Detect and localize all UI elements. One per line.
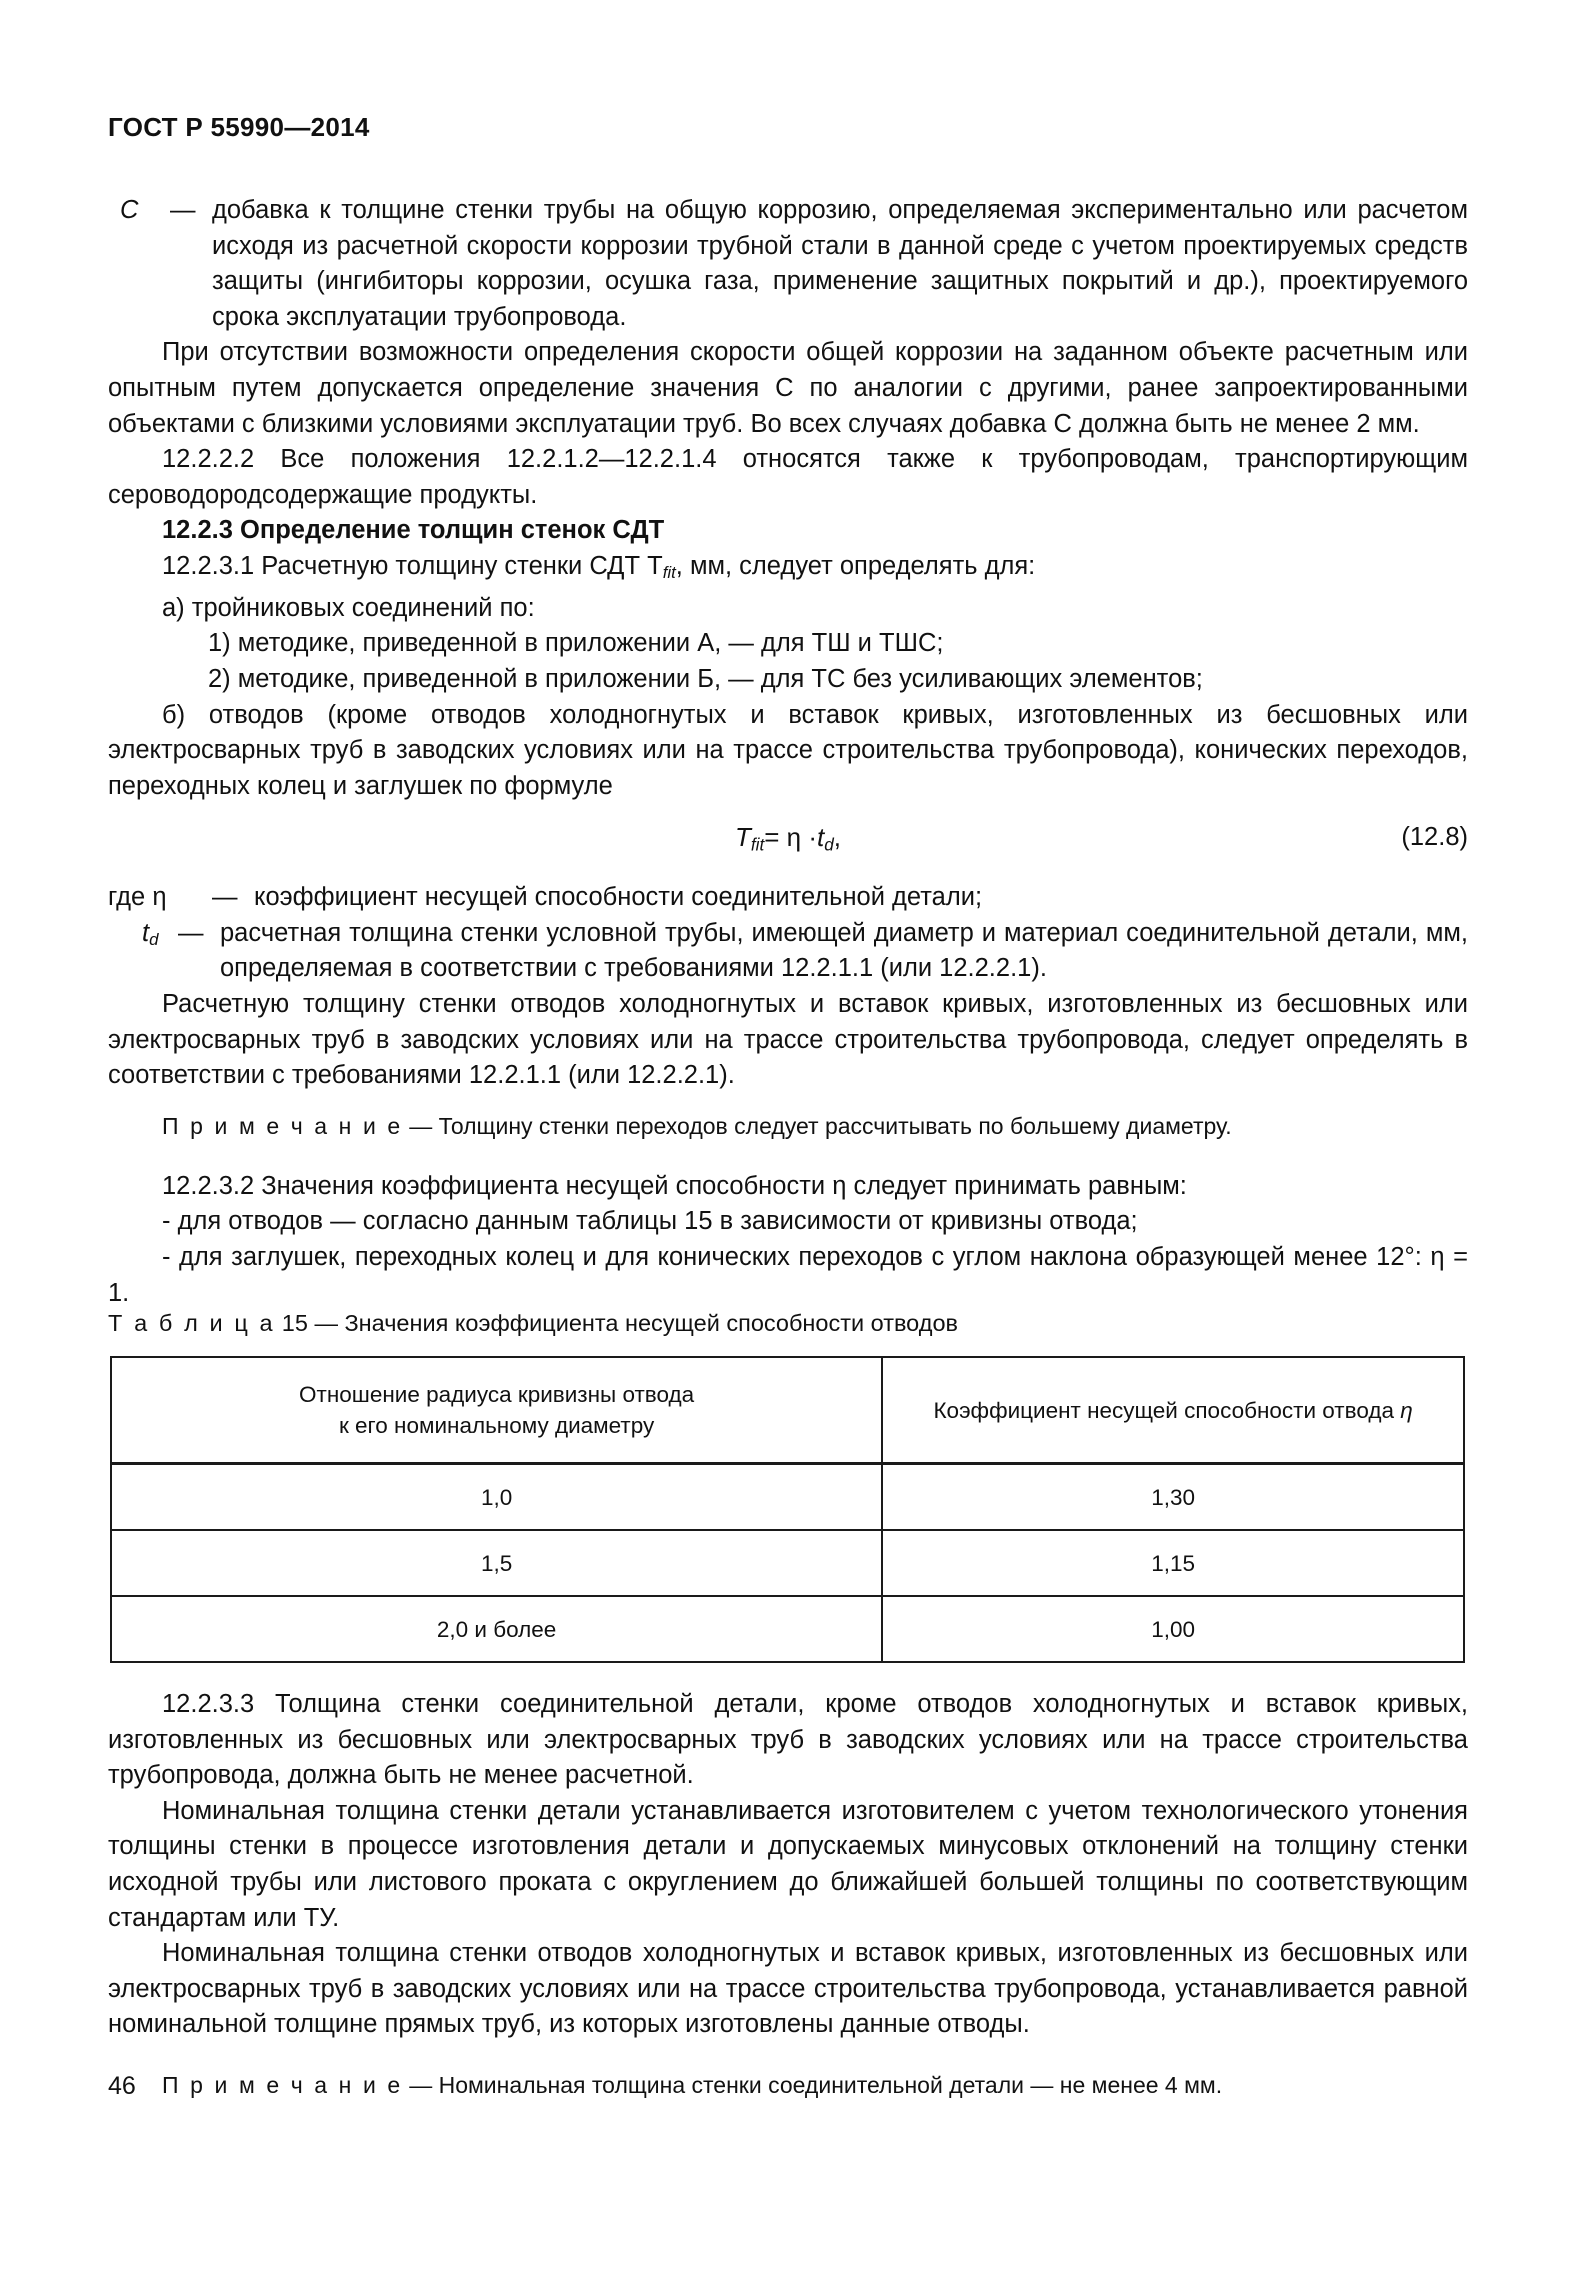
note-1-dash: — [409,1112,433,1139]
where-label-and-eta [108,880,212,916]
formula-equals: = [764,822,780,853]
where-word: где [108,883,153,912]
table-15-cell-eta: 1,00 [882,1596,1464,1662]
bullet-caps-eta: η [1430,1243,1445,1272]
note-2-text: Номинальная толщина стенки соединительной детали — не менее 4 мм. [438,2071,1223,2098]
table-15-header-ratio [111,1357,882,1464]
table-15-cell-ratio: 1,5 [111,1530,882,1596]
table-15-cell-ratio: 2,0 и более [111,1596,882,1662]
paragraph-12-2-3-3: 12.2.3.3 Толщина стенки соединительной детали, кроме отводов холодногнутых и вставок кривых, изготовленных из бесшовных или электросварных труб в заводских условиях или на трассе строительства трубопровода, должна быть не менее расчетной. [108,1690,1468,1790]
table-15-caption-label: Т а б л и ц а [108,1310,276,1336]
heading-12-2-3 [108,513,1468,549]
formula-eta: η [786,822,802,853]
formula-lhs-subscript: fit [750,834,765,855]
formula-rhs-subscript: d [824,834,834,855]
page-number: 46 [108,2072,136,2100]
where-td-symbol [108,916,178,958]
table-15-cell-eta: 1,15 [882,1530,1464,1596]
where-td-subscript: d [149,930,159,950]
paragraph-12-2-3-2 [108,1169,1468,1205]
definition-c [108,193,1468,335]
where-td-letter: t [142,918,150,947]
note-1 [108,1110,1468,1143]
where-eta-dash: — [212,883,238,912]
list-item-a-1: 1) методике, приведенной в приложении А, — для ТШ и ТШС; [208,629,944,658]
note-1-text: Толщину стенки переходов следует рассчитывать по большему диаметру. [438,1112,1232,1139]
where-eta-symbol: η [152,883,167,912]
formula-lhs: T [734,822,751,853]
table-row [111,1464,1464,1531]
note-2 [108,2069,1468,2102]
paragraph-nominal-manufacturer: Номинальная толщина стенки детали устанавливается изготовителем с учетом технологического утонения толщины стенки в процессе изготовления детали и допускаемых минусовых отклонений на толщину стенки исходной трубы или листового проката с округлением до ближайшей большей толщины по соответствующим стандартам или ТУ. [108,1796,1468,1932]
paragraph-calc-thickness-bends: Расчетную толщину стенки отводов холодногнутых и вставок кривых, изготовленных из бесшовных или электросварных труб в заводских условиях или на трассе строительства трубопровода, следует определять в соответствии с требованиями 12.2.1.1 (или 12.2.2.1). [108,990,1468,1090]
where-td-row [108,916,1468,987]
table-15 [110,1356,1465,1663]
table-15-header-ratio-line2: к его номинальному диаметру [338,1413,655,1438]
formula-12-8-number: (12.8) [1401,823,1468,852]
paragraph-12-2-3-1-tail: , мм, следует определять для: [675,551,1036,580]
where-td-dash: — [178,918,204,947]
bullet-caps [108,1240,1468,1311]
paragraph-12-2-3-2-post: следует принимать равным: [846,1171,1187,1200]
paragraph-12-2-3-1 [108,549,1468,591]
formula-dot: · [808,822,818,853]
list-item-a-2: 2) методике, приведенной в приложении Б, — для ТС без усиливающих элементов; [208,664,1203,693]
table-15-header-eta-text: Коэффициент несущей способности отвода [933,1397,1401,1423]
paragraph-absence-of-determination: При отсутствии возможности определения скорости общей коррозии на заданном объекте расчетным или опытным путем допускается определение значения C по аналогии с другими, ранее запроектированными объектами с близкими условиями эксплуатации труб. Во всех случаях добавка C должна быть не менее 2 мм. [108,338,1468,438]
table-row [111,1530,1464,1596]
paragraph-12-2-3-2-eta: η [832,1171,847,1200]
definition-c-dash: — [170,196,196,224]
definition-c-text: добавка к толщине стенки трубы на общую коррозию, определяемая экспериментально или расчетом исходя из расчетной скорости коррозии трубной стали в данной среде с учетом проектируемых средств защиты (ингибиторы коррозии, осушка газа, применение защитных покрытий и др.), проектируемого срока эксплуатации трубопровода. [212,196,1468,331]
table-15-caption [108,1310,958,1337]
table-15-caption-title: Значения коэффициента несущей способности отводов [344,1310,959,1336]
list-item-b: б) отводов (кроме отводов холодногнутых и вставок кривых, изготовленных из бесшовных или электросварных труб в заводских условиях или на трассе строительства трубопровода), конических переходов, переходных колец и заглушек по формуле [108,700,1468,800]
spacer-before-note-1 [108,1094,1468,1110]
table-15-cell-ratio: 1,0 [111,1464,882,1531]
list-item-a: а) тройниковых соединений по: [162,593,535,622]
paragraph-12-2-3-2-pre: 12.2.3.2 Значения коэффициента несущей способности [162,1171,833,1200]
formula-comma: , [833,822,842,853]
table-15-caption-number: 15 [281,1310,308,1336]
table-15-cell-eta: 1,30 [882,1464,1464,1531]
table-row [111,1596,1464,1662]
table-15-caption-dash: — [314,1310,338,1336]
table-15-header-ratio-line1: Отношение радиуса кривизны отвода [299,1382,695,1407]
symbol-t-fit [662,552,676,583]
formula-12-8 [108,820,1468,863]
where-eta-row [108,880,1468,916]
bullet-caps-post: = 1. [108,1243,1468,1307]
heading-12-2-3-text: 12.2.3 Определение толщин стенок СДТ [162,516,665,545]
bullet-caps-pre: - для заглушек, переходных колец и для конических переходов с углом наклона образующей менее 12°: [162,1243,1431,1272]
document-header-standard-id: ГОСТ Р 55990—2014 [108,112,370,142]
note-1-label: П р и м е ч а н и е [162,1112,403,1139]
paragraph-12-2-3-1-lead: 12.2.3.1 Расчетную толщину стенки СДТ T [162,551,663,580]
spacer-before-12-2-3-2 [108,1143,1468,1169]
body-text-block-after-table [108,1687,1468,2102]
table-15-header-eta-symbol: η [1400,1397,1413,1423]
bullet-bends: - для отводов — согласно данным таблицы 15 в зависимости от кривизны отвода; [162,1207,1138,1236]
symbol-t-fit-subscript: fit [662,563,676,583]
definition-c-symbol: C [120,196,139,224]
note-2-label: П р и м е ч а н и е [162,2071,403,2098]
where-eta-text: коэффициент несущей способности соединительной детали; [254,883,983,912]
table-15-header-row [111,1357,1464,1464]
formula-rhs: t [817,822,825,853]
paragraph-nominal-bends: Номинальная толщина стенки отводов холодногнутых и вставок кривых, изготовленных из бесшовных или электросварных труб в заводских условиях или на трассе строительства трубопровода, устанавливается равной номинальной толщине прямых труб, из которых изготовлены данные отводы. [108,1939,1468,2039]
spacer-before-note-2 [108,2043,1468,2069]
note-2-dash: — [409,2071,433,2098]
paragraph-12-2-2-2: 12.2.2.2 Все положения 12.2.1.2—12.2.1.4 относятся также к трубопроводам, транспортирующим сероводородсодержащие продукты. [108,445,1468,509]
formula-12-8-row [108,820,1468,874]
table-15-header-eta [882,1357,1464,1464]
where-td-text: расчетная толщина стенки условной трубы, имеющей диаметр и материал соединительной детали, мм, определяемая в соответствии с требованиями 12.2.1.1 (или 12.2.2.1). [220,918,1468,983]
body-text-block [108,193,1468,1311]
